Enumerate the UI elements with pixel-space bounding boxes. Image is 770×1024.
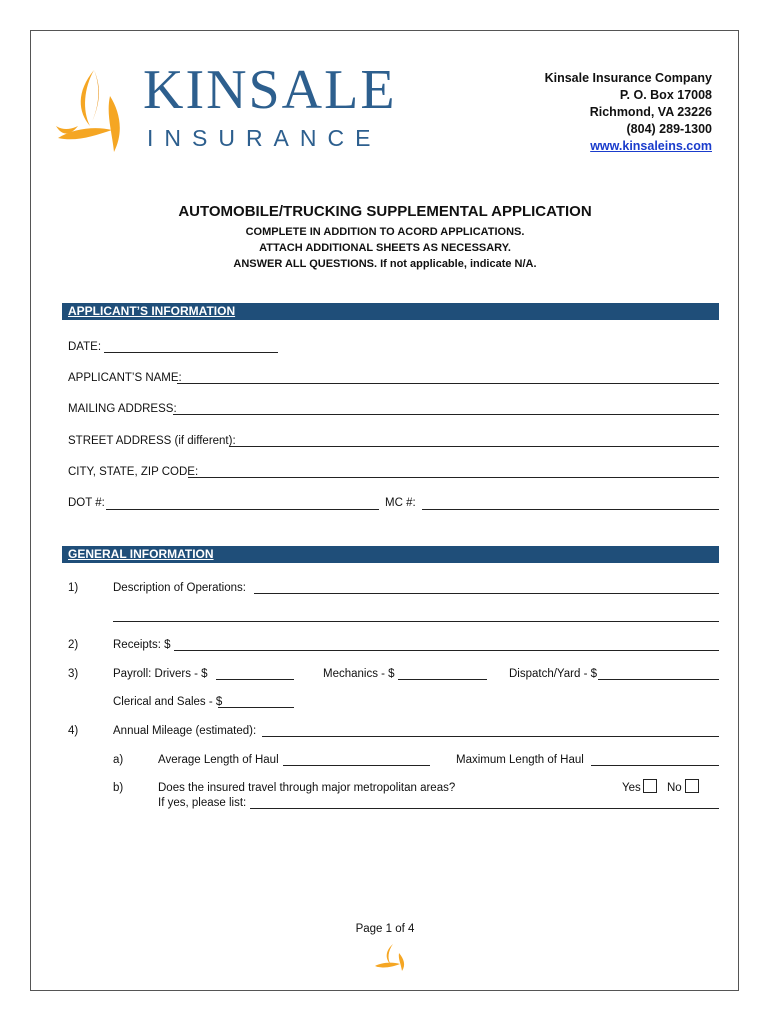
operations-field[interactable] [254,593,719,594]
page-border [30,30,739,991]
company-address-block [545,70,712,155]
page-number: Page 1 of 4 [355,923,415,935]
city-state-zip-field[interactable] [188,477,719,478]
mc-number-field[interactable] [422,509,719,510]
company-phone: (804) 289-1300 [626,122,712,136]
metro-travel-label: Does the insured travel through major metropolitan areas? [158,782,456,794]
company-city: Richmond, VA 23226 [589,105,712,119]
payroll-mechanics-field[interactable] [398,679,487,680]
metro-list-label: If yes, please list: [158,797,247,809]
metro-list-field[interactable] [250,808,719,809]
maximum-haul-field[interactable] [591,765,719,766]
no-label: No [667,782,682,794]
question-1-number: 1) [68,582,79,594]
instruction-line-1: COMPLETE IN ADDITION TO ACORD APPLICATIONS. [245,226,525,238]
operations-field-continued[interactable] [113,621,719,622]
kinsale-footer-logo-icon [373,942,411,972]
instruction-line-3: ANSWER ALL QUESTIONS. If not applicable, indicate N/A. [233,258,537,270]
company-po-box: P. O. Box 17008 [619,88,712,102]
receipts-label: Receipts: $ [113,639,171,651]
applicant-section-title: APPLICANT’S INFORMATION [68,304,236,318]
company-website-link[interactable]: www.kinsaleins.com [590,139,712,153]
maximum-haul-label: Maximum Length of Haul [456,754,584,766]
question-4b-number: b) [113,782,124,794]
payroll-dispatch-label: Dispatch/Yard - $ [509,668,597,680]
annual-mileage-label: Annual Mileage (estimated): [113,725,257,737]
mailing-address-field[interactable] [173,414,719,415]
city-state-zip-label: CITY, STATE, ZIP CODE: [68,466,199,478]
receipts-field[interactable] [174,650,719,651]
applicant-name-label: APPLICANT’S NAME: [68,372,182,384]
question-3-number: 3) [68,668,79,680]
mc-number-label: MC #: [385,497,416,509]
logo-wordmark: KINSALE [143,59,397,121]
payroll-mechanics-label: Mechanics - $ [323,668,395,680]
average-haul-label: Average Length of Haul [158,754,279,766]
dot-number-field[interactable] [106,509,379,510]
operations-label: Description of Operations: [113,582,246,594]
form-title: AUTOMOBILE/TRUCKING SUPPLEMENTAL APPLICATION [178,203,592,220]
logo-subtitle: INSURANCE [147,125,382,151]
payroll-drivers-field[interactable] [216,679,294,680]
dot-number-label: DOT #: [68,497,105,509]
mailing-address-label: MAILING ADDRESS: [68,403,177,415]
yes-checkbox[interactable] [643,779,657,793]
date-field[interactable] [104,352,278,353]
company-name: Kinsale Insurance Company [544,71,712,85]
applicant-name-field[interactable] [177,383,719,384]
instruction-line-2: ATTACH ADDITIONAL SHEETS AS NECESSARY. [259,242,511,254]
no-checkbox[interactable] [685,779,699,793]
payroll-clerical-field[interactable] [218,707,294,708]
general-section-header [62,546,719,563]
yes-label: Yes [622,782,641,794]
question-4-number: 4) [68,725,79,737]
annual-mileage-field[interactable] [262,736,719,737]
payroll-dispatch-field[interactable] [598,679,719,680]
street-address-label: STREET ADDRESS (if different): [68,435,236,447]
question-2-number: 2) [68,639,79,651]
question-4a-number: a) [113,754,124,766]
payroll-drivers-label: Payroll: Drivers - $ [113,668,208,680]
general-section-title: GENERAL INFORMATION [68,547,214,561]
average-haul-field[interactable] [283,765,430,766]
street-address-field[interactable] [229,446,719,447]
payroll-clerical-label: Clerical and Sales - $ [113,696,223,708]
kinsale-logo-mark-icon [54,66,130,156]
applicant-section-header [62,303,719,320]
date-label: DATE: [68,341,102,353]
